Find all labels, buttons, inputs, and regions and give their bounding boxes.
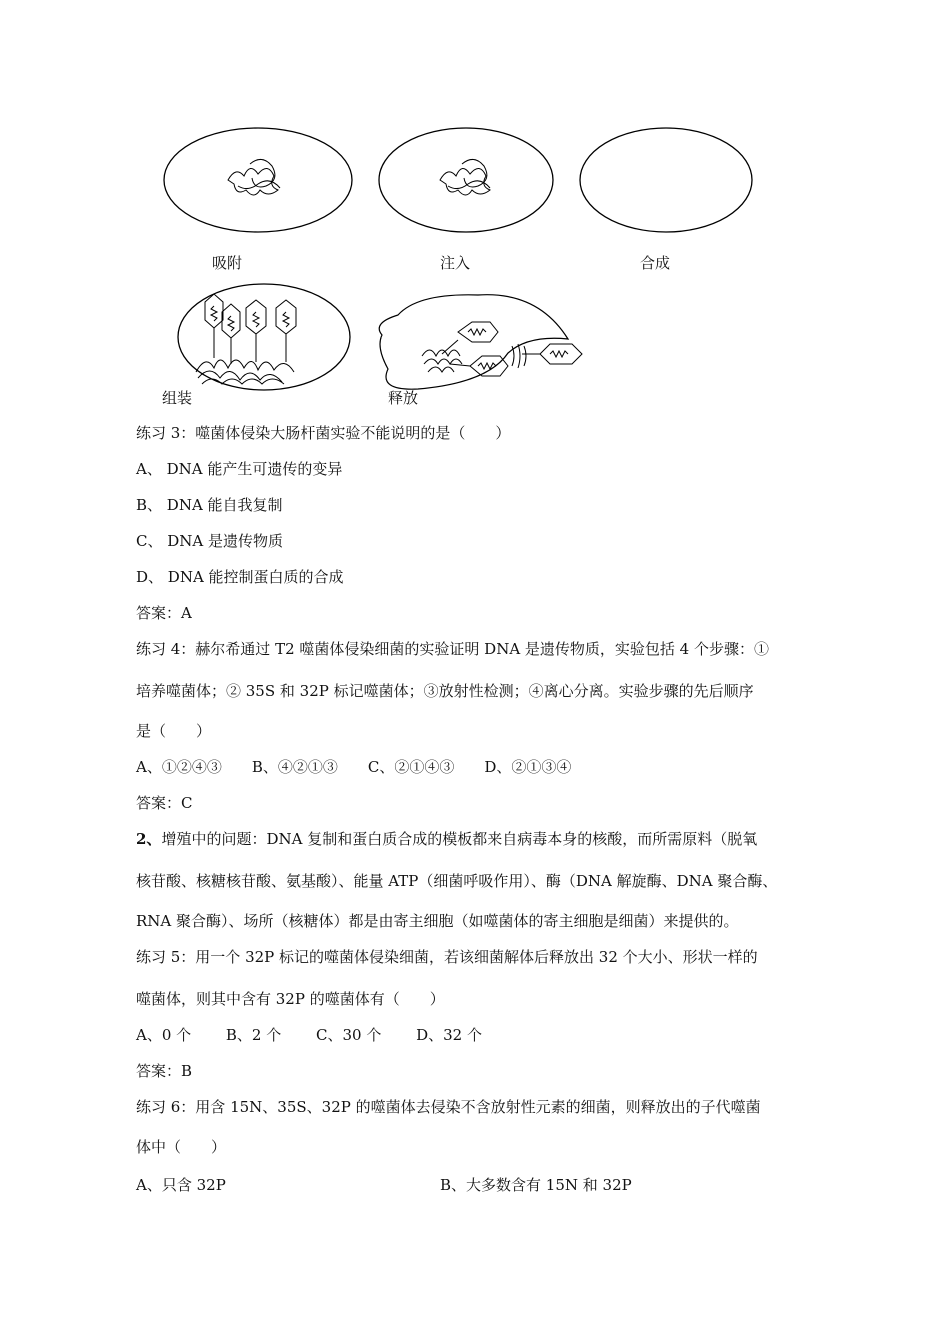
- exercise-6-option-a: A、只含 32P: [136, 1176, 226, 1194]
- exercise-3-option-c: C、 DNA 是遗传物质: [136, 532, 283, 550]
- phage-infection-figure: [0, 0, 950, 420]
- exercise-5-options: A、0 个 B、2 个 C、30 个 D、32 个: [136, 1026, 482, 1044]
- exercise-4-options: A、①②④③ B、④②①③ C、②①④③ D、②①③④: [136, 758, 572, 776]
- stage-label-adsorption: 吸附: [212, 254, 243, 272]
- exercise-3-option-b: B、 DNA 能自我复制: [136, 496, 283, 514]
- cell-assembly: [178, 284, 350, 390]
- exercise-3-question: 练习 3：噬菌体侵染大肠杆菌实验不能说明的是（ ）: [136, 424, 511, 442]
- exercise-4-line-1: 练习 4：赫尔希通过 T2 噬菌体侵染细菌的实验证明 DNA 是遗传物质，实验包括 4 个步骤：①: [136, 640, 769, 658]
- section-2-line-2: 核苷酸、核糖核苷酸、氨基酸）、能量 ATP（细菌呼吸作用）、酶（DNA 解旋酶、DNA 聚合酶、: [136, 872, 778, 890]
- section-2-line-1: [136, 829, 757, 849]
- exercise-4-line-3: 是（ ）: [136, 722, 212, 740]
- cell-adsorption: [164, 128, 352, 232]
- section-2-text-1: 增殖中的问题：DNA 复制和蛋白质合成的模板都来自病毒本身的核酸，而所需原料（脱氧: [161, 830, 758, 848]
- cell-synthesis: [580, 128, 752, 232]
- exercise-6-line-1: 练习 6：用含 15N、35S、32P 的噬菌体去侵染不含放射性元素的细菌，则释放出的子代噬菌: [136, 1098, 761, 1116]
- stage-label-injection: 注入: [440, 254, 471, 272]
- stage-label-release: 释放: [388, 389, 419, 407]
- stage-label-synthesis: 合成: [640, 254, 671, 272]
- exercise-3-option-a: A、 DNA 能产生可遗传的变异: [136, 460, 343, 478]
- exercise-5-line-2: 噬菌体，则其中含有 32P 的噬菌体有（ ）: [136, 990, 445, 1008]
- exercise-4-answer: 答案：C: [136, 794, 193, 812]
- exercise-4-line-2: 培养噬菌体；② 35S 和 32P 标记噬菌体；③放射性检测；④离心分离。实验步骤的先后顺序: [136, 682, 754, 700]
- section-2-line-3: RNA 聚合酶）、场所（核糖体）都是由寄主细胞（如噬菌体的寄主细胞是细菌）来提供的。: [136, 912, 739, 930]
- exercise-5-answer: 答案：B: [136, 1062, 193, 1080]
- exercise-6-line-2: 体中（ ）: [136, 1138, 227, 1156]
- exercise-3-answer: 答案：A: [136, 604, 192, 622]
- section-number: 2、: [136, 830, 162, 848]
- cell-release: [379, 295, 582, 389]
- cell-injection: [379, 128, 553, 232]
- exercise-6-option-b: B、大多数含有 15N 和 32P: [440, 1176, 632, 1194]
- exercise-3-option-d: D、 DNA 能控制蛋白质的合成: [136, 568, 344, 586]
- exercise-5-line-1: 练习 5：用一个 32P 标记的噬菌体侵染细菌，若该细菌解体后释放出 32 个大小、形状一样的: [136, 948, 758, 966]
- stage-label-assembly: 组装: [162, 389, 193, 407]
